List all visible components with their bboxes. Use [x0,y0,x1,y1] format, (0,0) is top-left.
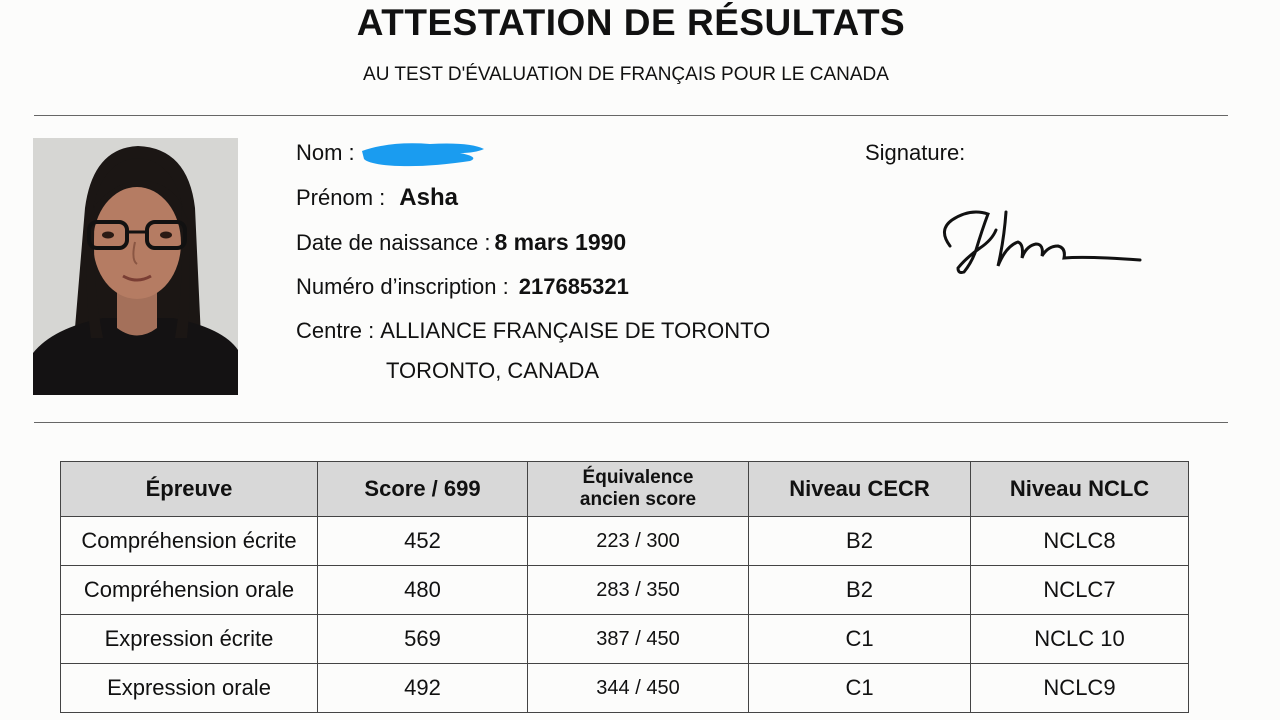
cell-nclc: NCLC 10 [971,615,1189,664]
divider-middle [34,422,1228,423]
signature-label: Signature: [865,140,966,165]
cell-epreuve: Expression écrite [61,615,318,664]
cell-epreuve: Compréhension orale [61,566,318,615]
cell-cecr: B2 [749,517,971,566]
field-numero-inscription [296,274,629,300]
centre-value-line1: ALLIANCE FRANÇAISE DE TORONTO [380,318,771,343]
table-header-row [61,462,1189,517]
results-table [60,461,1189,713]
cell-cecr: C1 [749,615,971,664]
header-equivalence-line1: Équivalence [582,467,694,488]
numero-value: 217685321 [518,274,629,299]
cell-score: 452 [318,517,528,566]
cell-nclc: NCLC9 [971,664,1189,713]
header-equivalence [528,462,749,517]
document-subtitle: AU TEST D'ÉVALUATION DE FRANÇAIS POUR LE CANADA [363,64,889,85]
field-centre [296,318,770,344]
cell-equivalence: 223 / 300 [528,517,749,566]
cell-equivalence: 283 / 350 [528,566,749,615]
divider-top [34,115,1228,116]
header-epreuve: Épreuve [61,462,318,517]
field-nom [296,140,355,166]
cell-equivalence: 344 / 450 [528,664,749,713]
table-row [61,517,1189,566]
candidate-photo [33,138,238,395]
nom-label: Nom : [296,140,355,165]
cell-nclc: NCLC7 [971,566,1189,615]
prenom-label: Prénom : [296,185,386,210]
cell-epreuve: Compréhension écrite [61,517,318,566]
cell-cecr: B2 [749,566,971,615]
prenom-value: Asha [399,184,458,211]
cell-score: 569 [318,615,528,664]
cell-equivalence: 387 / 450 [528,615,749,664]
cell-epreuve: Expression orale [61,664,318,713]
header-niveau-cecr: Niveau CECR [749,462,971,517]
field-prenom [296,184,458,212]
document-title: ATTESTATION DE RÉSULTATS [356,2,906,43]
header-niveau-nclc: Niveau NCLC [971,462,1189,517]
cell-nclc: NCLC8 [971,517,1189,566]
header-score: Score / 699 [318,462,528,517]
dob-value: 8 mars 1990 [494,229,627,255]
table-row [61,566,1189,615]
field-date-naissance [296,229,626,256]
dob-label: Date de naissance : [296,230,491,255]
cell-score: 492 [318,664,528,713]
cell-cecr: C1 [749,664,971,713]
table-row [61,615,1189,664]
handwritten-signature [936,200,1146,280]
table-row [61,664,1189,713]
numero-label: Numéro d’inscription : [296,274,509,299]
cell-score: 480 [318,566,528,615]
centre-label: Centre : [296,318,375,343]
header-equivalence-line2: ancien score [579,489,697,510]
redaction-mark [360,139,486,169]
centre-value-line2: TORONTO, CANADA [386,358,600,383]
